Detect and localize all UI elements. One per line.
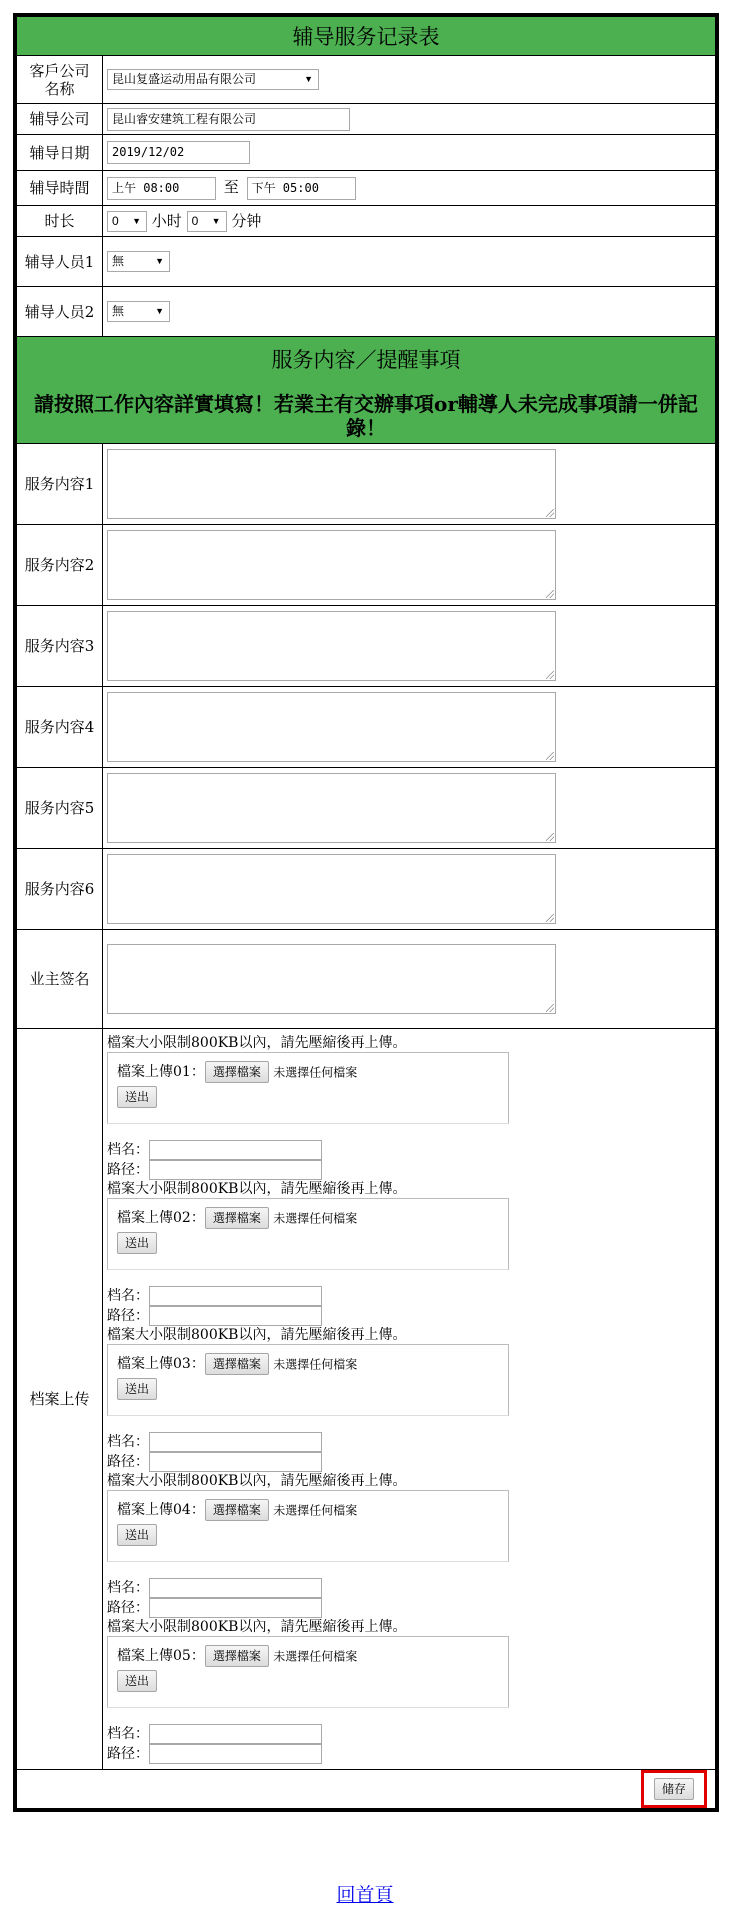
upload-note: 檔案大小限制800KB以內，請先壓縮後再上傳。 [107, 1035, 407, 1051]
upload-item-label: 檔案上傳02： [117, 1210, 205, 1226]
upload-note: 檔案大小限制800KB以內，請先壓縮後再上傳。 [107, 1473, 407, 1489]
home-link-wrap [0, 1880, 730, 1907]
owner-sign-textarea[interactable] [107, 944, 556, 1014]
time-label: 辅导時間 [17, 171, 103, 206]
file-path-label: 路径： [107, 1746, 149, 1762]
service-label-2: 服务内容2 [17, 525, 103, 606]
service-textarea-1[interactable] [107, 449, 556, 519]
hours-unit: 小时 [151, 211, 182, 230]
submit-upload-button[interactable]: 送出 [117, 1378, 157, 1400]
resize-grip-icon[interactable] [546, 671, 554, 679]
file-name-input[interactable] [149, 1286, 322, 1306]
minutes-unit: 分钟 [231, 211, 262, 230]
save-row [17, 1770, 716, 1809]
client-company-select[interactable]: 昆山复盛运动用品有限公司 ▼ [107, 69, 319, 90]
minutes-select[interactable]: 0 ▼ [187, 211, 227, 232]
hours-select[interactable]: 0 ▼ [107, 211, 147, 232]
file-name-input[interactable] [149, 1724, 322, 1744]
upload-frame [107, 1490, 509, 1562]
submit-upload-button[interactable]: 送出 [117, 1524, 157, 1546]
upload-frame [107, 1344, 509, 1416]
service-label-5: 服务内容5 [17, 768, 103, 849]
file-path-label: 路径： [107, 1162, 149, 1178]
service-label-3: 服务内容3 [17, 606, 103, 687]
service-textarea-5[interactable] [107, 773, 556, 843]
upload-block [107, 1180, 711, 1326]
chevron-down-icon: ▼ [304, 74, 313, 84]
file-name-label: 档名： [107, 1580, 149, 1596]
chevron-down-icon: ▼ [155, 306, 164, 316]
staff2-label: 辅导人员2 [17, 287, 103, 337]
chevron-down-icon: ▼ [132, 216, 141, 227]
staff1-select[interactable]: 無 ▼ [107, 251, 170, 272]
time-separator: 至 [223, 178, 239, 197]
file-name-label: 档名： [107, 1434, 149, 1450]
service-textarea-4[interactable] [107, 692, 556, 762]
resize-grip-icon[interactable] [546, 833, 554, 841]
file-name-label: 档名： [107, 1142, 149, 1158]
upload-block [107, 1472, 711, 1618]
resize-grip-icon[interactable] [546, 509, 554, 517]
service-label-6: 服务内容6 [17, 849, 103, 930]
file-path-input[interactable] [149, 1160, 322, 1180]
save-button[interactable]: 储存 [654, 1778, 694, 1800]
save-highlight [641, 1770, 707, 1808]
upload-note: 檔案大小限制800KB以內，請先壓縮後再上傳。 [107, 1327, 407, 1343]
date-input[interactable]: 2019/12/02 [107, 141, 250, 164]
choose-file-button[interactable]: 選擇檔案 [205, 1207, 269, 1229]
service-section-header [17, 337, 716, 444]
start-time-input[interactable]: 上午 08:00 [107, 177, 216, 200]
upload-frame [107, 1636, 509, 1708]
no-file-text: 未選擇任何檔案 [273, 1503, 358, 1518]
upload-block [107, 1326, 711, 1472]
file-path-input[interactable] [149, 1452, 322, 1472]
upload-item-label: 檔案上傳05： [117, 1648, 205, 1664]
file-name-label: 档名： [107, 1288, 149, 1304]
chevron-down-icon: ▼ [155, 256, 164, 266]
service-label-1: 服务内容1 [17, 444, 103, 525]
resize-grip-icon[interactable] [546, 752, 554, 760]
chevron-down-icon: ▼ [211, 216, 221, 227]
file-path-label: 路径： [107, 1454, 149, 1470]
owner-sign-label: 业主签名 [17, 930, 103, 1029]
upload-item-label: 檔案上傳04： [117, 1502, 205, 1518]
file-path-label: 路径： [107, 1308, 149, 1324]
upload-note: 檔案大小限制800KB以內，請先壓縮後再上傳。 [107, 1181, 407, 1197]
service-textarea-3[interactable] [107, 611, 556, 681]
file-name-input[interactable] [149, 1578, 322, 1598]
upload-item-label: 檔案上傳01： [117, 1064, 205, 1080]
no-file-text: 未選擇任何檔案 [273, 1357, 358, 1372]
choose-file-button[interactable]: 選擇檔案 [205, 1353, 269, 1375]
choose-file-button[interactable]: 選擇檔案 [205, 1499, 269, 1521]
upload-block [107, 1618, 711, 1764]
staff2-select[interactable]: 無 ▼ [107, 301, 170, 322]
tutor-company-label: 辅导公司 [17, 104, 103, 135]
submit-upload-button[interactable]: 送出 [117, 1232, 157, 1254]
client-company-label: 客戶公司名称 [17, 56, 103, 104]
upload-label: 档案上传 [17, 1029, 103, 1770]
form-title: 辅导服务记录表 [17, 17, 716, 56]
duration-label: 时长 [17, 206, 103, 237]
submit-upload-button[interactable]: 送出 [117, 1670, 157, 1692]
section-title: 服务内容／提醒事項 [271, 348, 461, 372]
file-path-input[interactable] [149, 1598, 322, 1618]
upload-frame [107, 1198, 509, 1270]
no-file-text: 未選擇任何檔案 [273, 1649, 358, 1664]
tutor-company-input[interactable]: 昆山睿安建筑工程有限公司 [107, 108, 350, 131]
date-label: 辅导日期 [17, 135, 103, 171]
upload-block [107, 1034, 711, 1180]
upload-item-label: 檔案上傳03： [117, 1356, 205, 1372]
choose-file-button[interactable]: 選擇檔案 [205, 1645, 269, 1667]
submit-upload-button[interactable]: 送出 [117, 1086, 157, 1108]
file-path-input[interactable] [149, 1306, 322, 1326]
file-path-input[interactable] [149, 1744, 322, 1764]
resize-grip-icon[interactable] [546, 914, 554, 922]
resize-grip-icon[interactable] [546, 590, 554, 598]
no-file-text: 未選擇任何檔案 [273, 1211, 358, 1226]
upload-frame [107, 1052, 509, 1124]
file-name-label: 档名： [107, 1726, 149, 1742]
staff1-label: 辅导人员1 [17, 237, 103, 287]
upload-cell [103, 1029, 716, 1770]
service-label-4: 服务内容4 [17, 687, 103, 768]
choose-file-button[interactable]: 選擇檔案 [205, 1061, 269, 1083]
end-time-input[interactable]: 下午 05:00 [247, 177, 356, 200]
no-file-text: 未選擇任何檔案 [273, 1065, 358, 1080]
file-name-input[interactable] [149, 1140, 322, 1160]
upload-note: 檔案大小限制800KB以內，請先壓縮後再上傳。 [107, 1619, 407, 1635]
service-textarea-2[interactable] [107, 530, 556, 600]
home-link[interactable]: 回首頁 [336, 1884, 394, 1906]
file-path-label: 路径： [107, 1600, 149, 1616]
section-note: 請按照工作內容詳實填寫！若業主有交辦事項or輔導人未完成事項請一併記錄！ [34, 392, 698, 440]
resize-grip-icon[interactable] [546, 1004, 554, 1012]
service-textarea-6[interactable] [107, 854, 556, 924]
service-record-form [13, 13, 719, 1812]
file-name-input[interactable] [149, 1432, 322, 1452]
